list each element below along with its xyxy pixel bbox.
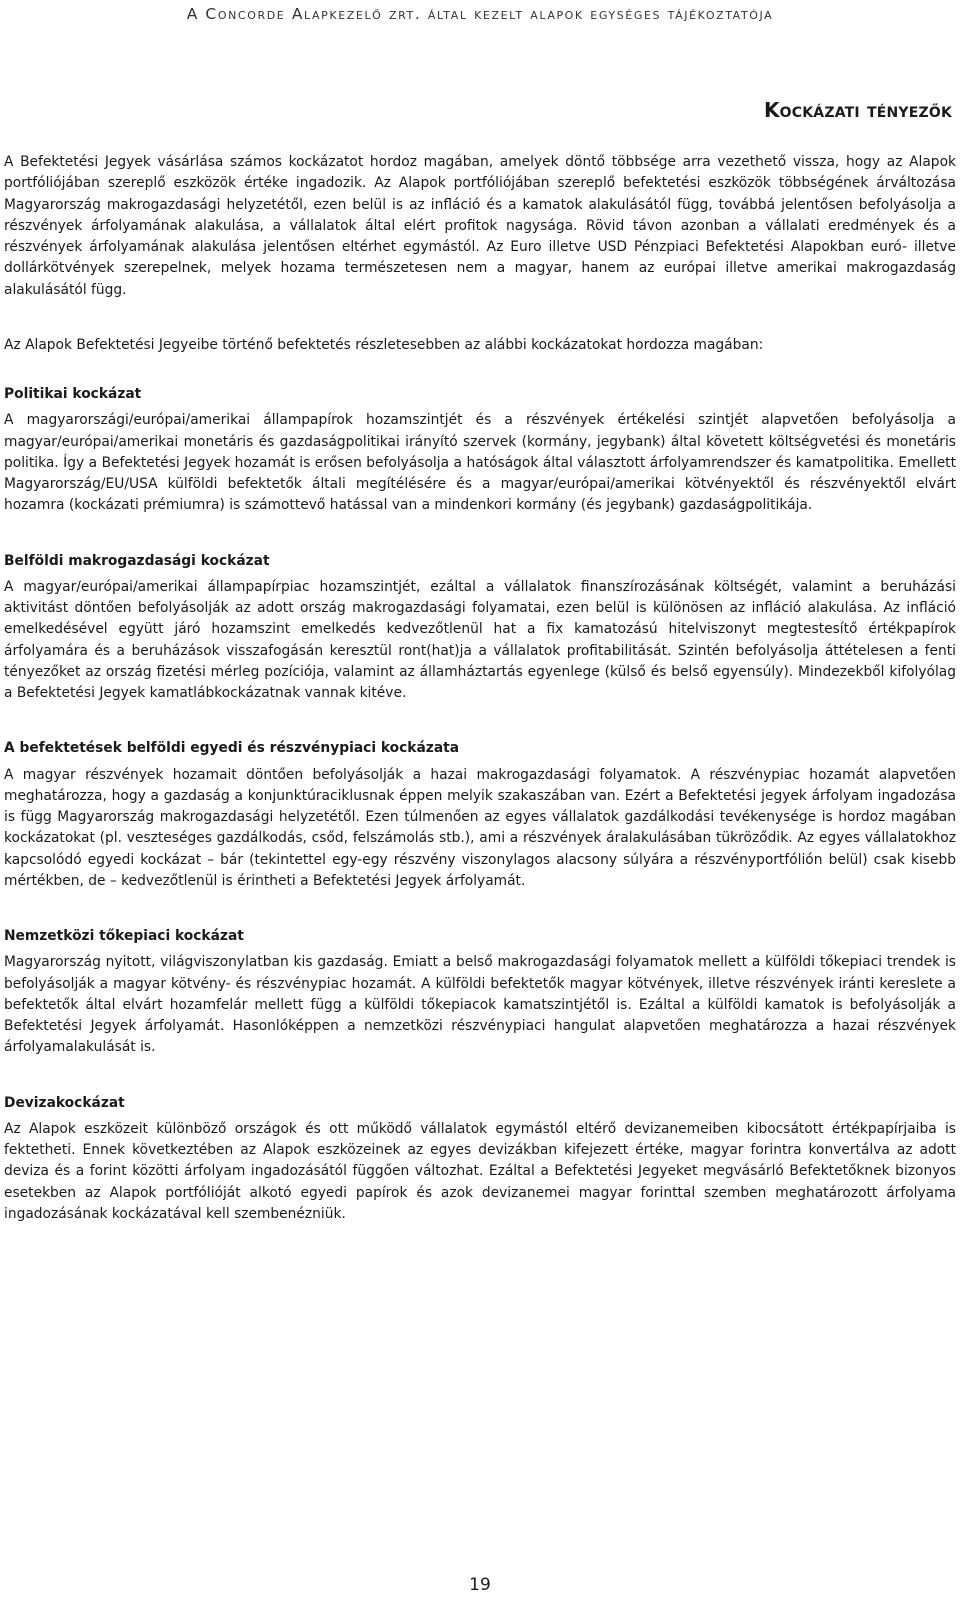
- section-heading: Belföldi makrogazdasági kockázat: [4, 552, 270, 569]
- section-international-capital-market-risk: [4, 926, 956, 1059]
- section-text: A magyar részvények hozamait döntően befolyásolják a hazai makrogazdasági folyamatok. A részvénypiac hozamát alapvetően meghatározza, hogy a gazdaság a konjunktúraciklusnak éppen melyik szakaszában van. Ezért a Befektetési jegyek árfolyam ingadozása is függ Magyarország makrogazdasági helyzetétől. Ezen túlmenően az egyes vállalatok gazdálkodási tevékenysége is hordoz magában kockázatokat (pl. veszteséges gazdálkodás, csőd, felszámolás stb.), ami a részvények áralakulásában tükröződik. Az egyes vállalatokhoz kapcsolódó egyedi kockázat – bár (tekintettel egy-egy részvény viszonylagos alacsony súlyára a részvényportfólión belül) csak kisebb mértékben, de – kedvezőtlenül is érintheti a Befektetési Jegyek árfolyamát.: [4, 766, 956, 889]
- page-number: 19: [469, 1575, 491, 1595]
- section-currency-risk: [4, 1093, 956, 1226]
- section-heading: Nemzetközi tőkepiaci kockázat: [4, 928, 244, 944]
- section-political-risk: [4, 384, 956, 517]
- page-title: Kockázati tényezők: [763, 98, 952, 122]
- section-heading: Devizakockázat: [4, 1094, 125, 1111]
- section-text: Magyarország nyitott, világviszonylatban kis gazdaság. Emiatt a belső makrogazdasági folyamatok mellett a külföldi tőkepiaci trendek is befolyásolják a magyar kötvény- és részvénypiac hozamát. A külföldi befektetők magyar kötvények, illetve részvények iránti kereslete a befektetők által elvárt hozamfelár mellett függ a külföldi tőkepiacok kamatszintjétől is. Ezáltal a külföldi kamatok is befolyásolják a Befektetési Jegyek árfolyamát. Hasonlóképpen a nemzetközi részvénypiaci hangulat alapvetően meghatározza a hazai részvények árfolyamalakulását is.: [4, 954, 956, 1056]
- section-heading: A befektetések belföldi egyedi és részvénypiaci kockázata: [4, 740, 460, 757]
- running-header: A Concorde Alapkezelő zrt. által kezelt alapok egységes tájékoztatója: [186, 5, 774, 23]
- section-domestic-macro-risk: [4, 551, 956, 705]
- section-heading: Politikai kockázat: [4, 386, 142, 402]
- section-text: A magyar/európai/amerikai állampapírpiac hozamszintjét, ezáltal a vállalatok finanszírozásának költségét, valamint a beruházási aktivitást döntően befolyásolják az adott ország makrogazdasági folyamatai, ezen belül is különösen az infláció alakulása. Az infláció emelkedésével együtt járó hozamszint emelkedés kedvezőtlenül hat a fix kamatozású hitelviszonyt megtestesítő értékpapírok árfolyamára és a beruházások visszafogásán keresztül ront(hat)ja a vállalatok profitabilitását. Szintén befolyásolja áttételesen a fenti tényezőket az ország fizetési mérleg pozíciója, valamint az államháztartás egyenlege (külső és belső egyensúly). Mindezekből kifolyólag a Befektetési Jegyek kamatlábkockázatnak vannak kitéve.: [4, 578, 956, 701]
- lead-paragraph: Az Alapok Befektetési Jegyeibe történő befektetés részletesebben az alábbi kockázatokat hordozza magában:: [4, 336, 764, 353]
- document-body: [4, 152, 956, 1225]
- section-text: Az Alapok eszközeit különböző országok és ott működő vállalatok egymástól eltérő devizanemeiben kibocsátott értékpapírjaiba is fektetheti. Ennek következtében az Alapok eszközeinek az egyes devizákban kifejezett értéke, magyar forintra konvertálva az adott deviza és a forint közötti árfolyam ingadozásától függően változhat. Ezáltal a Befektetési Jegyeket megvásárló Befektetőknek bizonyos esetekben az Alapok portfólióját alkotó egyedi papírok és azok devizanemei magyar forinttal szemben meghatározott árfolyama ingadozásának kockázatával kell szembenézniük.: [4, 1120, 956, 1222]
- section-equity-market-risk: [4, 738, 956, 892]
- section-text: A magyarországi/európai/amerikai állampapírok hozamszintjét és a részvények értékelési szintjét alapvetően befolyásolja a magyar/európai/amerikai monetáris és gazdaságpolitikai irányító szervek (kormány, jegybank) által követett költségvetési és monetáris politika. Így a Befektetési Jegyek hozamát is erősen befolyásolja a hatóságok által választott árfolyamrendszer és kamatpolitika. Emellett Magyarország/EU/USA külföldi befektetők általi megítélésére és a magyar/európai/amerikai kötvényektől és részvényektől elvárt hozamra (kockázati prémiumra) is számottevő hatással van a mindenkori kormány (és jegybank) gazdaságpolitikája.: [4, 412, 956, 514]
- intro-paragraph: A Befektetési Jegyek vásárlása számos kockázatot hordoz magában, amelyek döntő többsége arra vezethető vissza, hogy az Alapok portfóliójában szereplő eszközök értéke ingadozik. Az Alapok portfóliójában szereplő befektetési eszközök többségének árváltozása Magyarország makrogazdasági helyzetétől, ezen belül is az infláció és a kamatok alakulásától függ, továbbá jelentősen befolyásolja a részvények árfolyamának alakulása, a vállalatok által elért profitok nagysága. Rövid távon azonban a vállalati eredmények és a részvények árfolyamának alakulása jelentősen eltérhet egymástól. Az Euro illetve USD Pénzpiaci Befektetési Alapokban euró- illetve dollárkötvények szerepelnek, melyek hozama természetesen nem a magyar, hanem az európai illetve amerikai makrogazdaság alakulásától függ.: [4, 154, 956, 298]
